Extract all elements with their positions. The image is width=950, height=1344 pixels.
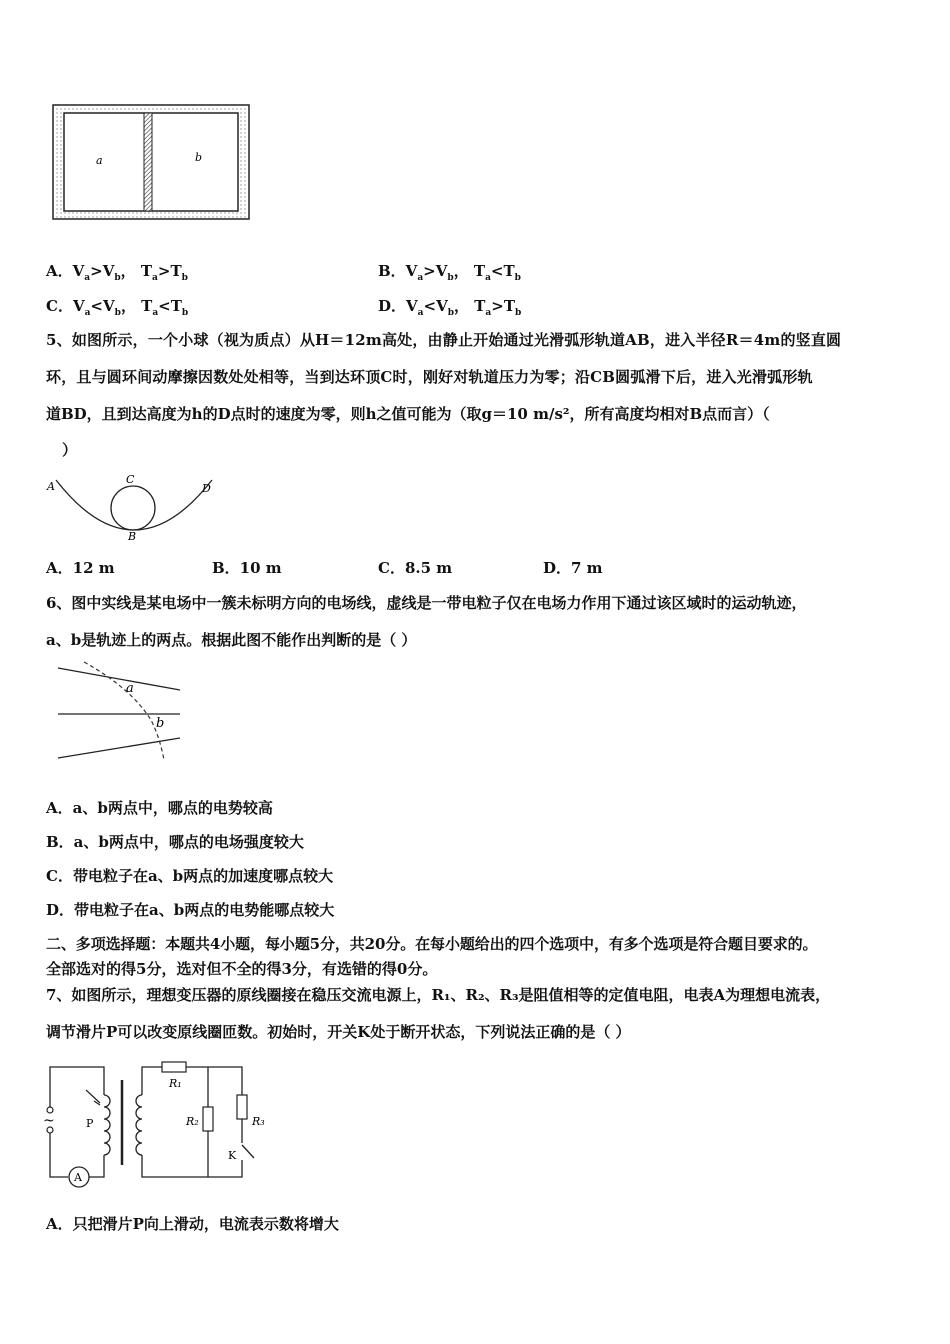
point-b-label: B bbox=[128, 530, 137, 543]
q5-stem-line-1: 5、如图所示，一个小球（视为质点）从H＝12m高处，由静止开始通过光滑弧形轨道AB，进入半径R＝4m的竖直圆 bbox=[46, 331, 842, 349]
q6-stem-line-1: 6、图中实线是某电场中一簇未标明方向的电场线，虚线是一带电粒子仅在电场力作用下通过该区域时的运动轨迹， bbox=[46, 594, 807, 612]
field-lines-figure bbox=[56, 660, 186, 762]
point-a-label: a bbox=[126, 681, 134, 696]
loop-track-figure bbox=[44, 470, 224, 544]
q5-option-a: A．12 m bbox=[46, 559, 115, 577]
q5-option-b: B．10 m bbox=[212, 559, 282, 577]
ac-source-symbol: ~ bbox=[43, 1113, 55, 1129]
r3-label: R₃ bbox=[252, 1115, 265, 1128]
q6-option-d: D．带电粒子在a、b两点的电势能哪点较大 bbox=[46, 901, 335, 919]
q4-option-c: C．$V_a<V_b$， $T_a<T_b$ bbox=[46, 297, 189, 318]
q7-stem-line-2: 调节滑片P可以改变原线圈匝数。初始时，开关K处于断开状态，下列说法正确的是（ ） bbox=[46, 1023, 631, 1041]
section2-heading-line-1: 二、多项选择题：本题共4小题，每小题5分，共20分。在每小题给出的四个选项中，有多个选项是符合题目要求的。 bbox=[46, 935, 818, 953]
point-b-label: b bbox=[156, 716, 165, 731]
switch-k-label: K bbox=[228, 1149, 237, 1162]
q5-stem-line-3: 道BD，且到达高度为h的D点时的速度为零，则h之值可能为（取g＝10 m/s²，所有高度均相对B点而言）（ bbox=[46, 405, 770, 423]
ammeter-label: A bbox=[74, 1171, 82, 1184]
q4-option-a: A．$V_a>V_b$， $T_a>T_b$ bbox=[46, 262, 188, 283]
q6-stem-line-2: a、b是轨迹上的两点。根据此图不能作出判断的是（ ） bbox=[46, 631, 417, 649]
q5-stem-line-4: ） bbox=[62, 441, 78, 459]
q5-option-c: C．8.5 m bbox=[378, 559, 453, 577]
section2-heading-line-2: 全部选对的得5分，选对但不全的得3分，有选错的得0分。 bbox=[46, 960, 438, 978]
q7-option-a: A．只把滑片P向上滑动，电流表示数将增大 bbox=[46, 1215, 339, 1233]
point-c-label: C bbox=[126, 473, 135, 486]
q6-option-b: B．a、b两点中，哪点的电场强度较大 bbox=[46, 833, 304, 851]
chamber-b-label: b bbox=[195, 151, 203, 164]
point-a-label: A bbox=[47, 480, 55, 493]
q4-option-d: D．$V_a<V_b$， $T_a>T_b$ bbox=[378, 297, 522, 318]
transformer-circuit-figure bbox=[42, 1055, 282, 1190]
q6-option-a: A．a、b两点中，哪点的电势较高 bbox=[46, 799, 273, 817]
q4-option-b: B．$V_a>V_b$， $T_a<T_b$ bbox=[378, 262, 521, 283]
r2-label: R₂ bbox=[186, 1115, 199, 1128]
slider-p-label: P bbox=[86, 1117, 94, 1130]
q6-option-c: C．带电粒子在a、b两点的加速度哪点较大 bbox=[46, 867, 334, 885]
point-d-label: D bbox=[202, 482, 211, 495]
q5-stem-line-2: 环，且与圆环间动摩擦因数处处相等，当到达环顶C时，刚好对轨道压力为零；沿CB圆弧滑下后，进入光滑弧形轨 bbox=[46, 368, 813, 386]
chamber-a-label: a bbox=[96, 154, 103, 167]
q7-stem-line-1: 7、如图所示，理想变压器的原线圈接在稳压交流电源上，R₁、R₂、R₃是阻值相等的定值电阻，电表A为理想电流表， bbox=[46, 986, 831, 1004]
container-partition-figure bbox=[52, 104, 252, 222]
q5-option-d: D．7 m bbox=[543, 559, 603, 577]
r1-label: R₁ bbox=[169, 1077, 182, 1090]
